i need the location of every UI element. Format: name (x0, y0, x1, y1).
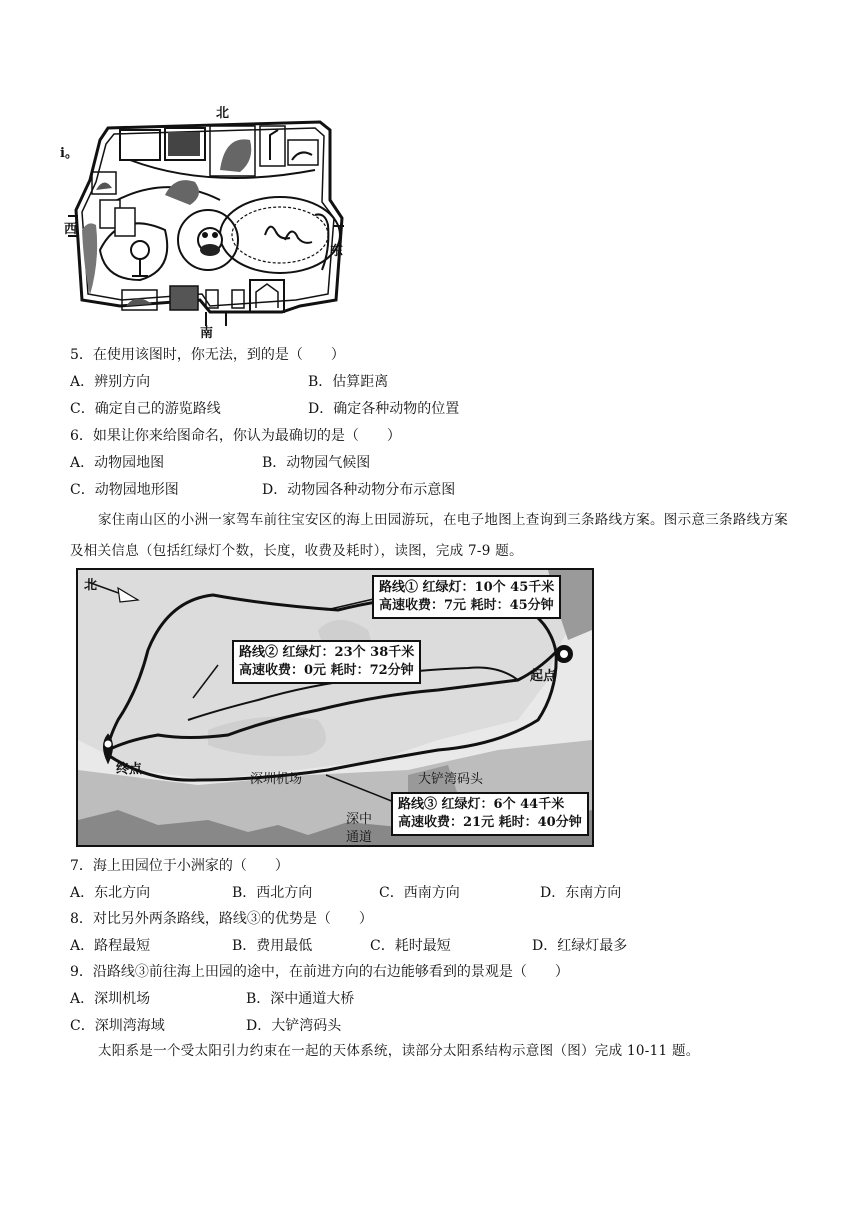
route-map (76, 568, 594, 847)
intro-7-9: 家住南山区的小洲一家驾车前往宝安区的海上田园游玩，在电子地图上查询到三条路线方案。图示意三条路线方案及相关信息（包括红绿灯个数，长度，收费及耗时），读图，完成 7-9 题。 (70, 512, 788, 559)
dock-label: 大铲湾码头 (418, 772, 484, 787)
question-8-option-d[interactable]: D．红绿灯最多 (532, 938, 628, 954)
zoo-edge-mark: i。 (60, 146, 78, 161)
question-7-stem: 7．海上田园位于小洲家的（ ） (70, 858, 289, 874)
zoo-west-label: 西 (64, 222, 78, 237)
route-1-line1: 路线① 红绿灯：10个 45千米 (379, 580, 555, 595)
route-2-info-box (232, 640, 421, 684)
question-5-option-a[interactable]: A．辨别方向 (70, 374, 151, 390)
question-7-option-b[interactable]: B．西北方向 (232, 885, 313, 901)
zoo-south-label: 南 (200, 326, 214, 341)
route-2-line1: 路线② 红绿灯：23个 38千米 (239, 645, 415, 660)
question-8-option-b[interactable]: B．费用最低 (232, 938, 313, 954)
route-map-north-label: 北 (84, 578, 98, 593)
question-8-stem: 8．对比另外两条路线，路线③的优势是（ ） (70, 911, 373, 927)
zoo-east-label: 东 (330, 244, 344, 259)
route-1-line2: 高速收费：7元 耗时：45分钟 (379, 598, 554, 613)
zoo-map-drawing (60, 100, 360, 340)
question-6-stem: 6．如果让你来给图命名，你认为最确切的是（ ） (70, 428, 401, 444)
route-1-info-box (372, 575, 561, 619)
question-6-option-a[interactable]: A．动物园地图 (70, 455, 165, 471)
question-9-option-c[interactable]: C．深圳湾海域 (70, 1018, 165, 1034)
question-6-option-d[interactable]: D．动物园各种动物分布示意图 (262, 482, 456, 498)
question-6-option-b[interactable]: B．动物园气候图 (262, 455, 371, 471)
question-8-option-a[interactable]: A．路程最短 (70, 938, 151, 954)
bridge-label-2: 通道 (346, 830, 373, 845)
zoo-north-label: 北 (216, 106, 230, 121)
question-7-option-c[interactable]: C．西南方向 (379, 885, 460, 901)
question-6-option-c[interactable]: C．动物园地形图 (70, 482, 179, 498)
question-9-option-d[interactable]: D．大铲湾码头 (246, 1018, 342, 1034)
question-5-stem: 5．在使用该图时，你无法，到的是（ ） (70, 347, 345, 363)
question-5-option-b[interactable]: B．估算距离 (308, 374, 389, 390)
intro-10-11: 太阳系是一个受太阳引力约束在一起的天体系统，读部分太阳系结构示意图（图）完成 10-11 题。 (98, 1043, 700, 1059)
bridge-label-1: 深中 (346, 812, 373, 827)
question-9-option-a[interactable]: A．深圳机场 (70, 991, 151, 1007)
airport-label: 深圳机场 (250, 772, 303, 787)
route-3-info-box (391, 792, 589, 836)
end-label: 终点 (116, 762, 143, 777)
route-2-line2: 高速收费：0元 耗时：72分钟 (239, 663, 414, 678)
route-3-line2: 高速收费：21元 耗时：40分钟 (398, 815, 582, 830)
zoo-map (60, 100, 360, 340)
question-5-option-d[interactable]: D．确定各种动物的位置 (308, 401, 460, 417)
question-7-option-d[interactable]: D．东南方向 (540, 885, 622, 901)
question-5-option-c[interactable]: C．确定自己的游览路线 (70, 401, 221, 417)
question-9-option-b[interactable]: B．深中通道大桥 (246, 991, 355, 1007)
question-8-option-c[interactable]: C．耗时最短 (370, 938, 451, 954)
question-7-option-a[interactable]: A．东北方向 (70, 885, 151, 901)
start-label: 起点 (530, 669, 557, 684)
question-9-stem: 9．沿路线③前往海上田园的途中，在前进方向的右边能够看到的景观是（ ） (70, 964, 569, 980)
route-3-line1: 路线③ 红绿灯：6个 44千米 (398, 797, 565, 812)
